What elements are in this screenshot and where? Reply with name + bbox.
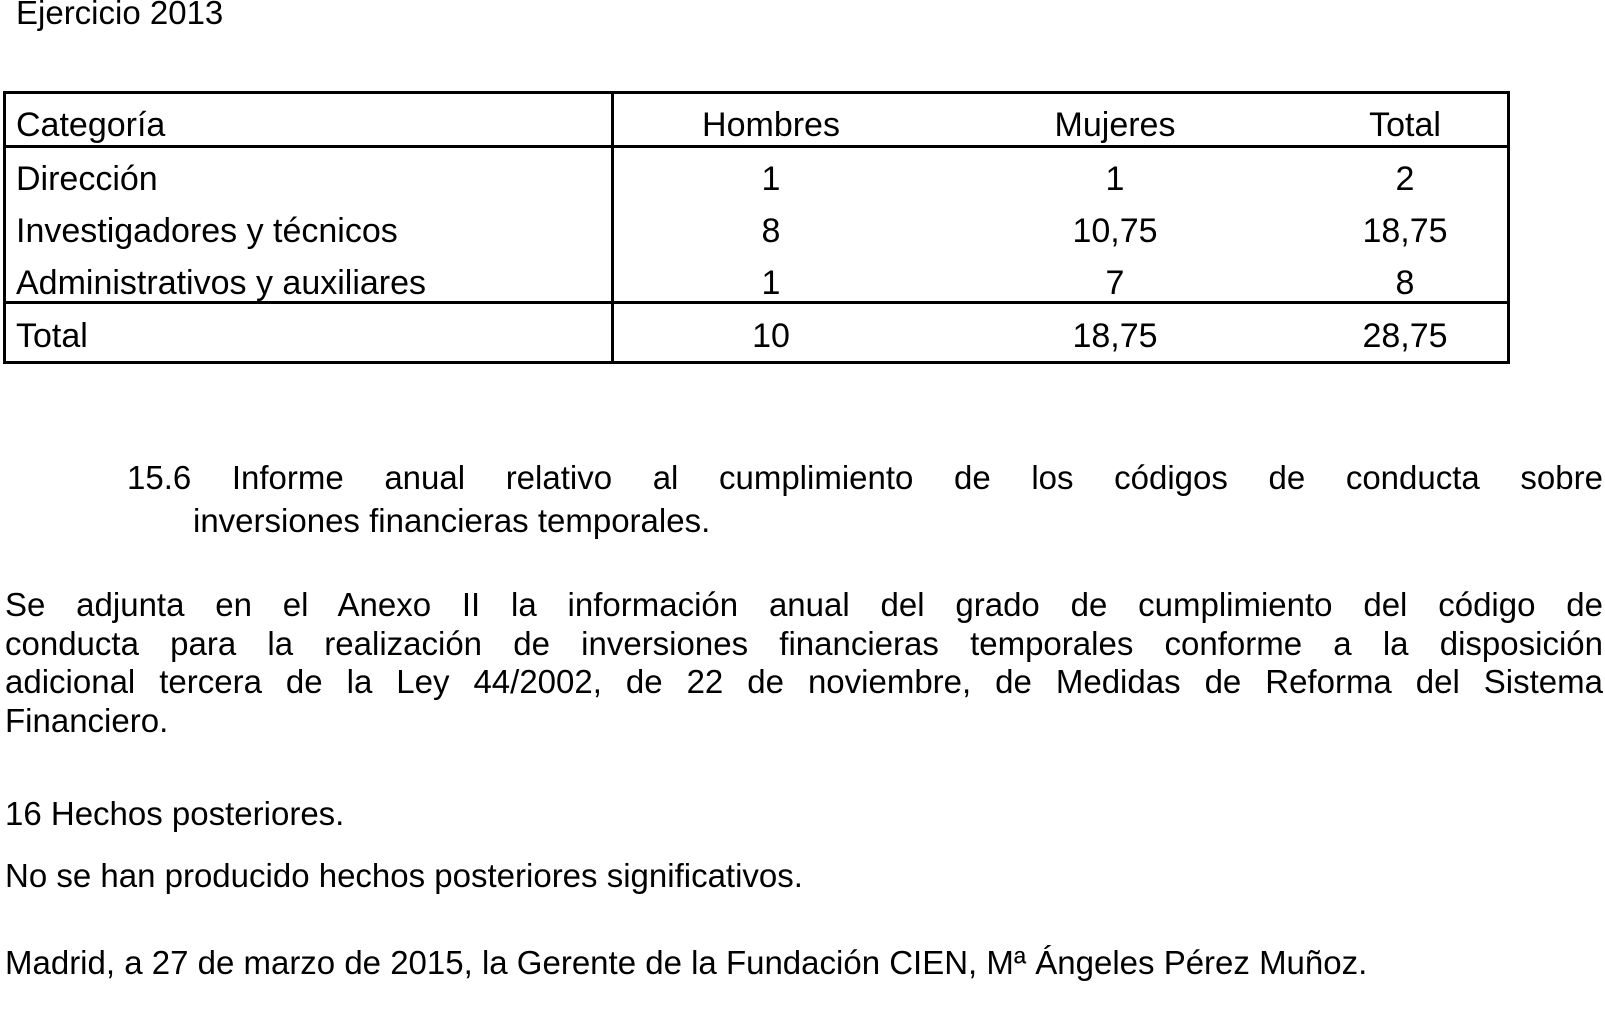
table-cell-total: 2 bbox=[1395, 160, 1415, 198]
section-15-6-heading bbox=[127, 456, 1603, 542]
section-15-6-line2: inversiones financieras temporales. bbox=[193, 502, 711, 539]
staff-table bbox=[3, 91, 1510, 364]
table-header-mujeres: Mujeres bbox=[1054, 106, 1176, 144]
paragraph-line: conducta para la realización de inversiones financieras temporales conforme a la disposición bbox=[5, 624, 1603, 662]
table-cell-category: Administrativos y auxiliares bbox=[16, 264, 427, 302]
heading-word: al bbox=[652, 459, 679, 496]
section-15-6-line1 bbox=[127, 456, 1603, 499]
table-cell-hombres: 8 bbox=[761, 212, 781, 250]
paragraph-anexo bbox=[5, 586, 1603, 740]
table-total-label: Total bbox=[16, 317, 88, 355]
table-header-categoria: Categoría bbox=[16, 106, 166, 144]
heading-word: anual bbox=[384, 459, 466, 496]
table-cell-hombres: 1 bbox=[761, 160, 781, 198]
table-cell-mujeres: 7 bbox=[1105, 264, 1125, 302]
heading-word: Informe bbox=[231, 459, 344, 496]
paragraph-signature: Madrid, a 27 de marzo de 2015, la Gerente de la Fundación CIEN, Mª Ángeles Pérez Muñoz. bbox=[5, 944, 1368, 981]
document-year-label: Ejercicio 2013 bbox=[16, 0, 224, 31]
heading-word: de bbox=[954, 459, 991, 496]
table-cell-category: Investigadores y técnicos bbox=[16, 212, 398, 250]
table-total-hombres: 10 bbox=[752, 317, 790, 355]
table-cell-category: Dirección bbox=[16, 160, 158, 198]
table-cell-total: 18,75 bbox=[1362, 212, 1448, 250]
paragraph-line: Financiero. bbox=[5, 701, 169, 739]
section-number: 15.6 bbox=[127, 459, 192, 496]
heading-word: relativo bbox=[505, 459, 613, 496]
heading-word: conducta bbox=[1345, 459, 1480, 496]
table-total-mujeres: 18,75 bbox=[1072, 317, 1158, 355]
table-cell-hombres: 1 bbox=[761, 264, 781, 302]
paragraph-line: Se adjunta en el Anexo II la información anual del grado de cumplimiento del código de bbox=[5, 586, 1603, 623]
table-cell-mujeres: 10,75 bbox=[1072, 212, 1158, 250]
table-header-hombres: Hombres bbox=[702, 106, 840, 144]
table-column-divider bbox=[611, 94, 614, 361]
heading-word: los bbox=[1031, 459, 1074, 496]
table-cell-total: 8 bbox=[1395, 264, 1415, 302]
table-cell-mujeres: 1 bbox=[1105, 160, 1125, 198]
paragraph-hechos: No se han producido hechos posteriores significativos. bbox=[5, 857, 803, 894]
heading-word: códigos bbox=[1114, 459, 1228, 496]
heading-word: cumplimiento bbox=[718, 459, 914, 496]
table-total-total: 28,75 bbox=[1362, 317, 1448, 355]
paragraph-line: adicional tercera de la Ley 44/2002, de 22 de noviembre, de Medidas de Reforma del Sistema bbox=[5, 663, 1603, 700]
table-header-divider bbox=[6, 145, 1507, 148]
section-16-heading: 16 Hechos posteriores. bbox=[5, 795, 345, 832]
table-header-total: Total bbox=[1369, 106, 1441, 144]
heading-word: de bbox=[1268, 459, 1306, 496]
heading-word: sobre bbox=[1520, 459, 1603, 496]
